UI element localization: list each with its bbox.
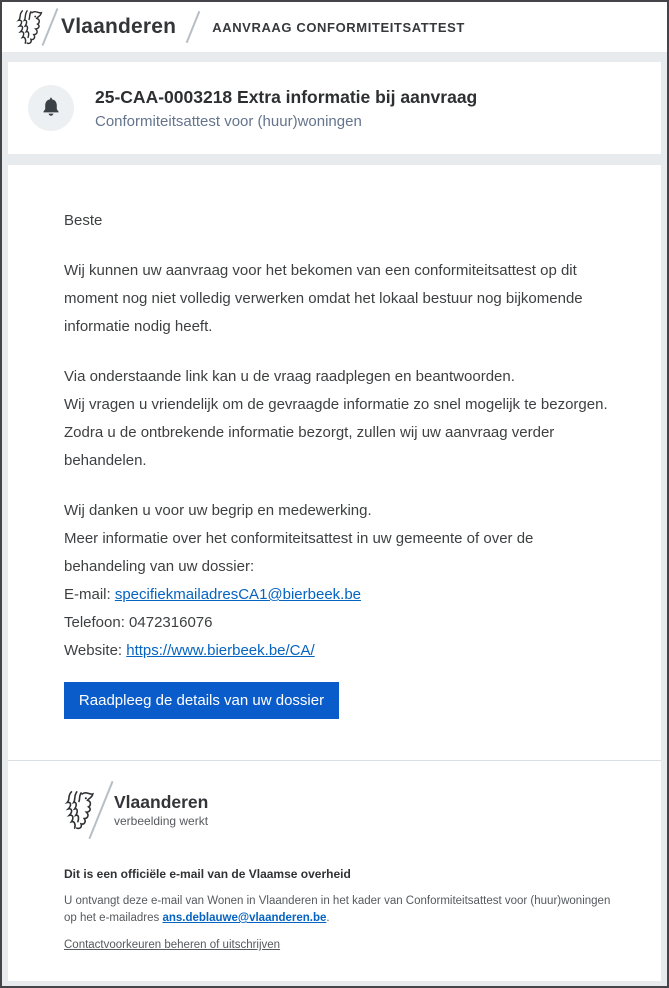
- footer-info-text-end: .: [326, 912, 330, 924]
- view-dossier-button[interactable]: Raadpleeg de details van uw dossier: [64, 682, 339, 719]
- website-label: Website:: [64, 642, 127, 659]
- header-brand: Vlaanderen: [61, 15, 177, 38]
- contact-website-link[interactable]: https://www.bierbeek.be/CA/: [126, 642, 315, 659]
- footer-tagline: verbeelding werkt: [114, 814, 209, 828]
- email-footer: [64, 761, 613, 953]
- notification-title: 25-CAA-0003218 Extra informatie bij aanvraag: [95, 86, 478, 107]
- paragraph-2: [64, 363, 612, 475]
- footer-info-paragraph: [64, 893, 613, 927]
- bell-icon: [28, 85, 74, 131]
- footer-logo: [64, 779, 613, 841]
- email-label: E-mail:: [64, 586, 115, 603]
- contact-preferences-link[interactable]: Contactvoorkeuren beheren of uitschrijven: [64, 939, 281, 951]
- official-email-notice: Dit is een officiële e-mail van de Vlaamse overheid: [64, 867, 351, 881]
- notification-subtitle: Conformiteitsattest voor (huur)woningen: [95, 112, 362, 130]
- header-app-title: AANVRAAG CONFORMITEITSATTEST: [212, 19, 465, 35]
- notification-card: [8, 62, 661, 154]
- header-divider-line-2: [186, 11, 201, 43]
- paragraph-2-line-3: Zodra u de ontbrekende informatie bezorgt, zullen wij uw aanvraag verder behandelen.: [64, 424, 555, 469]
- email-body: [8, 165, 661, 981]
- contact-website-line: [64, 637, 612, 665]
- contact-email-link[interactable]: specifiekmailadresCA1@bierbeek.be: [114, 586, 362, 603]
- paragraph-3-line-2: Meer informatie over het conformiteitsattest in uw gemeente of over de behandeling van uw dossier:: [64, 530, 534, 575]
- vlaanderen-lion-logo: [15, 8, 45, 46]
- phone-value: 0472316076: [129, 614, 213, 631]
- contact-email-line: [64, 581, 612, 609]
- footer-brand: Vlaanderen: [114, 792, 209, 812]
- notification-texts: [95, 87, 477, 130]
- footer-email-link[interactable]: ans.deblauwe@vlaanderen.be: [162, 912, 327, 924]
- contact-phone-line: [64, 609, 612, 637]
- paragraph-2-line-2: Wij vragen u vriendelijk om de gevraagde informatie zo snel mogelijk te bezorgen.: [64, 396, 608, 413]
- footer-info-text: U ontvangt deze e-mail van Wonen in Vlaanderen in het kader van Conformiteitsattest voor (huur)woningen op het e-mailadres: [64, 895, 611, 924]
- greeting: Beste: [64, 212, 103, 229]
- paragraph-3: [64, 497, 612, 665]
- paragraph-1: Wij kunnen uw aanvraag voor het bekomen van een conformiteitsattest op dit moment nog niet volledig verwerken omdat het lokaal bestuur nog bijkomende informatie nodig heeft.: [64, 262, 583, 335]
- app-header: [2, 2, 667, 52]
- paragraph-3-line-1: Wij danken u voor uw begrip en medewerking.: [64, 502, 372, 519]
- paragraph-2-line-1: Via onderstaande link kan u de vraag raadplegen en beantwoorden.: [64, 368, 515, 385]
- phone-label: Telefoon:: [64, 614, 130, 631]
- footer-brand-texts: [114, 792, 208, 828]
